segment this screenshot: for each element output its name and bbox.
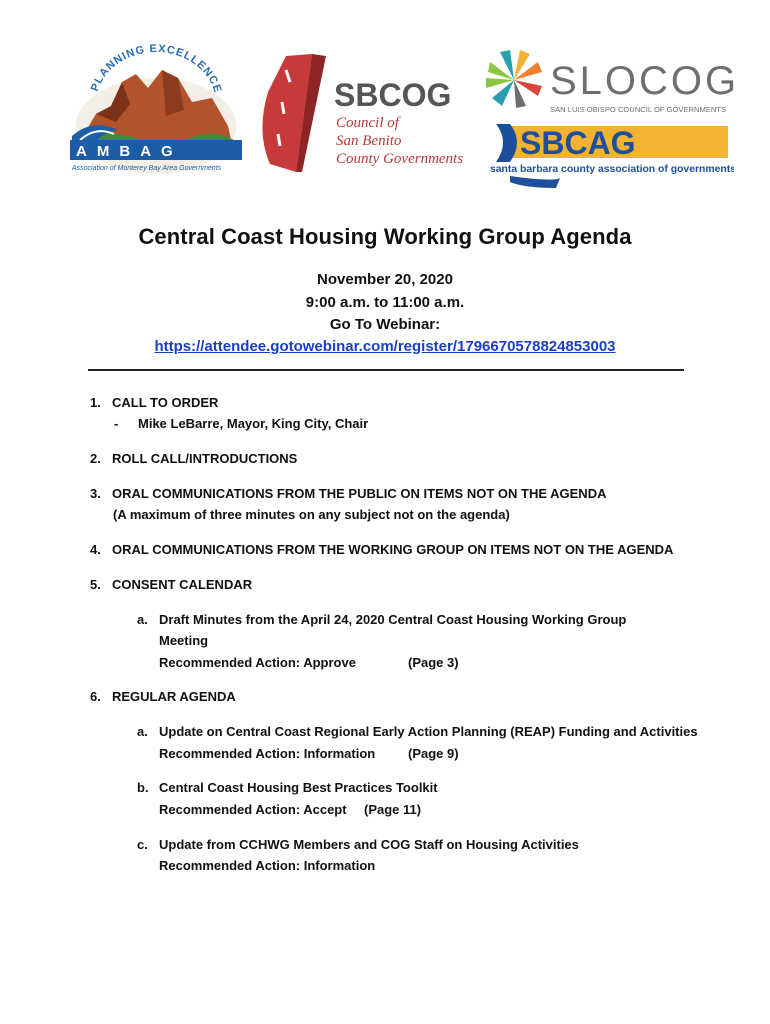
item-title: ROLL CALL/INTRODUCTIONS (112, 451, 298, 466)
header-divider (88, 369, 684, 371)
dash: - (114, 416, 119, 431)
item-title: ORAL COMMUNICATIONS FROM THE WORKING GROUP ON ITEMS NOT ON THE AGENDA (112, 542, 674, 557)
slocog-logo (484, 44, 734, 120)
agenda-item-3-note: (A maximum of three minutes on any subject not on the agenda) (113, 507, 510, 522)
sbcog-line2: San Benito (336, 133, 402, 149)
slocog-caption: SAN LUIS OBISPO COUNCIL OF GOVERNMENTS (550, 105, 727, 114)
item-letter: c. (137, 837, 148, 852)
item-number: 4. (90, 542, 101, 557)
sbcag-caption: santa barbara county association of governments (490, 164, 734, 175)
item-letter: a. (137, 724, 148, 739)
ambag-letter-m: M (96, 143, 120, 160)
item-number: 2. (90, 451, 101, 466)
agenda-item-3 (90, 484, 606, 504)
agenda-item-1-sub (114, 414, 368, 434)
item-title: CONSENT CALENDAR (112, 577, 253, 592)
ambag-letter-a2: A (140, 143, 162, 160)
item-number: 6. (90, 689, 101, 704)
item-number: 3. (90, 486, 101, 501)
agenda-item-4 (90, 540, 673, 560)
sbcog-short: SBCOG (334, 77, 452, 113)
ambag-logo (66, 44, 246, 176)
item-text: Central Coast Housing Best Practices Toolkit (159, 780, 438, 795)
item-title: REGULAR AGENDA (112, 689, 236, 704)
ambag-letter-a1: A (76, 143, 97, 160)
agenda-item-6a (137, 722, 698, 742)
ambag-arc-text: PLANNING EXCELLENCE (88, 44, 224, 95)
webinar-label: Go To Webinar: (329, 316, 441, 333)
ambag-caption: Association of Monterey Bay Area Governments (72, 165, 222, 172)
item-number: 5. (90, 577, 101, 592)
item-letter: b. (137, 780, 149, 795)
item-text: Draft Minutes from the April 24, 2020 Central Coast Housing Working Group (159, 612, 627, 627)
item-number: 1. (90, 395, 101, 410)
agenda-item-5a-page: (Page 3) (408, 655, 459, 670)
agenda-item-2 (90, 449, 297, 469)
agenda-item-6b (137, 778, 438, 798)
ambag-letter-b: B (119, 143, 141, 160)
agenda-item-6c-action: Recommended Action: Information (159, 858, 376, 873)
item-letter: a. (137, 612, 148, 627)
agenda-item-6c (137, 835, 579, 855)
ambag-letter-g: G (161, 143, 183, 160)
sbcog-logo (256, 52, 476, 174)
item-text: Update from CCHWG Members and COG Staff on Housing Activities (159, 837, 579, 852)
agenda-item-1 (90, 393, 218, 413)
agenda-item-6b-page: (Page 11) (364, 802, 422, 817)
agenda-item-6b-action: Recommended Action: Accept (159, 802, 347, 817)
meeting-date: November 20, 2020 (317, 271, 453, 288)
sbcag-logo (484, 122, 734, 192)
item-title: CALL TO ORDER (112, 395, 219, 410)
agenda-item-5 (90, 575, 252, 595)
agenda-item-5a-action: Recommended Action: Approve (159, 655, 356, 670)
agenda-item-6a-page: (Page 9) (408, 746, 459, 761)
item-title: ORAL COMMUNICATIONS FROM THE PUBLIC ON ITEMS NOT ON THE AGENDA (112, 486, 607, 501)
agenda-item-5a-line2: Meeting (159, 633, 209, 648)
svg-text:AMBAG (76, 143, 183, 160)
item-text: Update on Central Coast Regional Early Action Planning (REAP) Funding and Activities (159, 724, 698, 739)
meeting-time: 9:00 a.m. to 11:00 a.m. (305, 294, 465, 311)
agenda-item-5a (137, 610, 626, 630)
agenda-item-6a-action: Recommended Action: Information (159, 746, 376, 761)
page-title: Central Coast Housing Working Group Agenda (138, 224, 632, 249)
webinar-link[interactable]: https://attendee.gotowebinar.com/register/1796670578824853003 (154, 338, 616, 355)
chair-name: Mike LeBarre, Mayor, King City, Chair (138, 416, 369, 431)
slocog-short: SLOCOG (550, 59, 734, 103)
agenda-item-6 (90, 687, 236, 707)
sbcog-line1: Council of (336, 115, 399, 131)
sbcag-short: SBCAG (520, 125, 636, 161)
sbcog-line3: County Governments (336, 151, 464, 167)
